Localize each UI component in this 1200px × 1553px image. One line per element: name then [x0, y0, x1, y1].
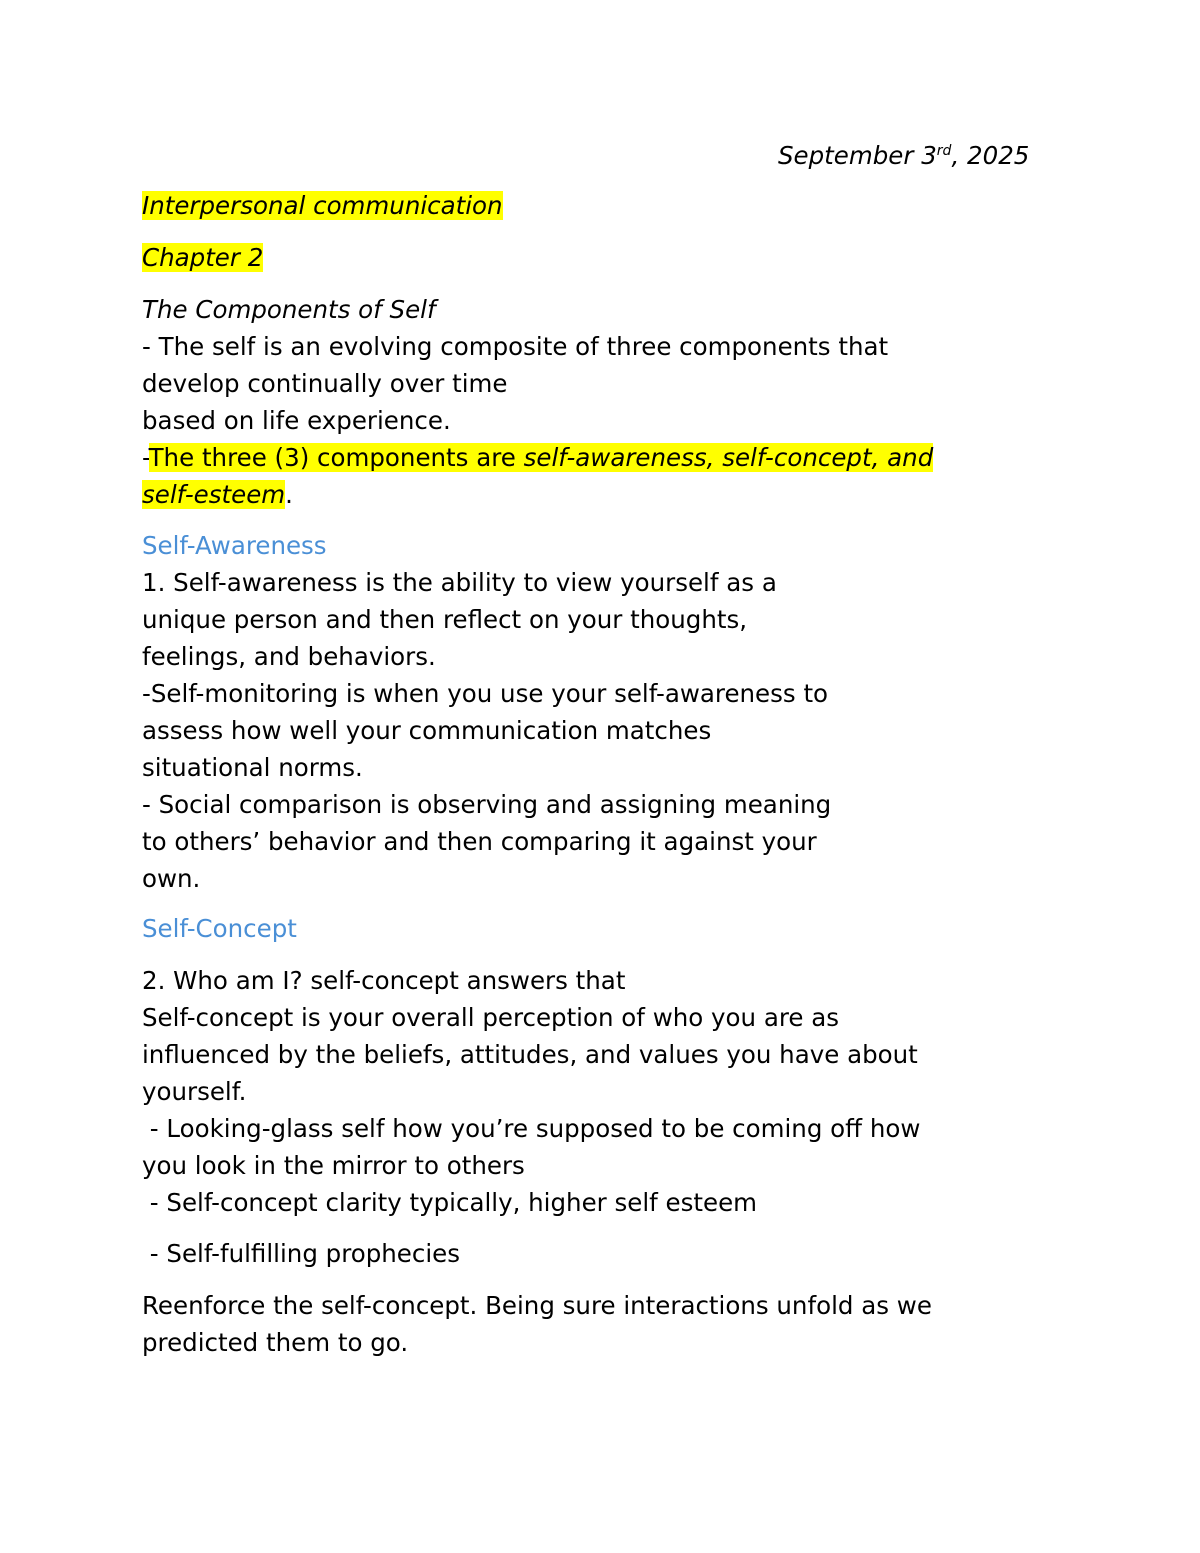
self-awareness-line: own.: [142, 864, 201, 893]
self-concept-line: yourself.: [142, 1077, 247, 1106]
self-fulfilling-prophecies-line: - Self-fulfilling prophecies: [142, 1239, 460, 1268]
self-awareness-line: assess how well your communication matches: [142, 716, 712, 745]
self-concept-section: [142, 962, 1042, 1221]
date-ordinal-suffix: rd: [936, 142, 952, 159]
closing-line: Reenforce the self-concept. Being sure interactions unfold as we: [142, 1291, 932, 1320]
components-section: [142, 291, 1042, 513]
course-title-text: Interpersonal communication: [142, 191, 503, 220]
components-line: based on life experience.: [142, 406, 451, 435]
self-awareness-line: situational norms.: [142, 753, 363, 782]
self-awareness-section: [142, 527, 1042, 897]
self-awareness-line: feelings, and behaviors.: [142, 642, 436, 671]
closing-paragraph: [142, 1287, 1042, 1361]
document-date: [778, 137, 1029, 174]
self-concept-heading: Self-Concept: [142, 914, 297, 943]
three-components-line: -The three (3) components are self-awareness, self-concept, and: [142, 443, 934, 472]
self-concept-heading-block: [142, 910, 1042, 947]
self-concept-line: influenced by the beliefs, attitudes, and values you have about: [142, 1040, 918, 1069]
self-awareness-heading: Self-Awareness: [142, 531, 327, 560]
date-text: September 3: [778, 141, 937, 170]
components-line: - The self is an evolving composite of three components that: [142, 332, 889, 361]
self-concept-line: Self-concept is your overall perception of who you are as: [142, 1003, 840, 1032]
closing-line: predicted them to go.: [142, 1328, 409, 1357]
three-components-line-2: self-esteem.: [142, 480, 293, 509]
self-concept-line: 2. Who am I? self-concept answers that: [142, 966, 626, 995]
self-concept-line: you look in the mirror to others: [142, 1151, 525, 1180]
self-awareness-line: 1. Self-awareness is the ability to view yourself as a: [142, 568, 777, 597]
self-awareness-line: - Social comparison is observing and assigning meaning: [142, 790, 832, 819]
chapter-title: [142, 239, 1042, 276]
self-fulfilling-block: [142, 1235, 1042, 1272]
date-year: , 2025: [951, 141, 1030, 170]
self-awareness-line: unique person and then reflect on your thoughts,: [142, 605, 748, 634]
course-title: [142, 187, 1042, 224]
self-concept-line: - Self-concept clarity typically, higher self esteem: [142, 1188, 758, 1217]
self-awareness-line: -Self-monitoring is when you use your self-awareness to: [142, 679, 829, 708]
components-heading: The Components of Self: [142, 295, 436, 324]
chapter-title-text: Chapter 2: [142, 243, 264, 272]
components-line: develop continually over time: [142, 369, 508, 398]
self-awareness-line: to others’ behavior and then comparing it against your: [142, 827, 817, 856]
self-concept-line: - Looking-glass self how you’re supposed to be coming off how: [142, 1114, 921, 1143]
